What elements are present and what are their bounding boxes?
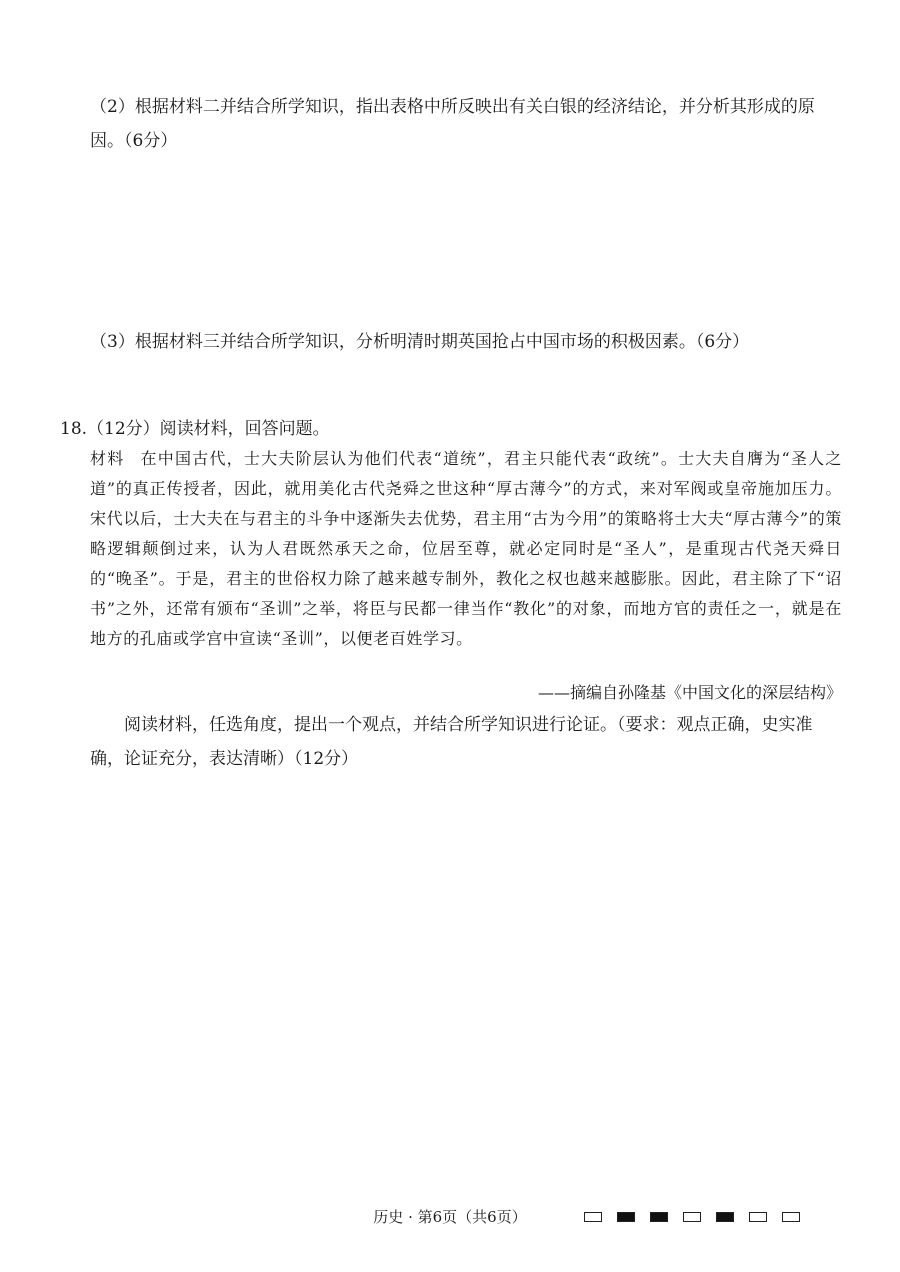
scan-mark <box>617 1212 635 1222</box>
material-label: 材料 <box>90 449 125 468</box>
question-2-prompt: （2）根据材料二并结合所学知识，指出表格中所反映出有关白银的经济结论，并分析其形成的原因。（6分） <box>90 97 815 151</box>
question-18-heading: 18.（12分）阅读材料，回答问题。 <box>60 419 330 439</box>
question-18-task: 阅读材料，任选角度，提出一个观点，并结合所学知识进行论证。（要求：观点正确，史实准确，论证充分，表达清晰）（12分） <box>90 715 813 769</box>
scan-marks <box>584 1212 800 1222</box>
scan-mark <box>782 1212 800 1222</box>
scan-mark <box>584 1212 602 1222</box>
question-18-material <box>90 444 842 654</box>
question-3-prompt: （3）根据材料三并结合所学知识，分析明清时期英国抢占中国市场的积极因素。（6分） <box>90 332 750 352</box>
material-source: ——摘编自孙隆基《中国文化的深层结构》 <box>537 683 842 702</box>
material-text: 在中国古代，士大夫阶层认为他们代表“道统”，君主只能代表“政统”。士大夫自膺为“圣人之道”的真正传授者，因此，就用美化古代尧舜之世这种“厚古薄今”的方式，来对军阀或皇帝施加压力。宋代以后，士大夫在与君主的斗争中逐渐失去优势，君主用“古为今用”的策略将士大夫“厚古薄今”的策略逻辑颠倒过来，认为人君既然承天之命，位居至尊，就必定同时是“圣人”，是重现古代尧天舜日的“晚圣”。于是，君主的世俗权力除了越来越专制外，教化之权也越来越膨胀。因此，君主除了下“诏书”之外，还常有颁布“圣训”之举，将臣与民都一律当作“教化”的对象，而地方官的责任之一，就是在地方的孔庙或学宫中宣读“圣训”，以便老百姓学习。 <box>90 449 843 648</box>
scan-mark <box>683 1212 701 1222</box>
scan-mark <box>650 1212 668 1222</box>
scan-mark <box>716 1212 734 1222</box>
scan-mark <box>749 1212 767 1222</box>
page-footer: 历史 · 第6页（共6页） <box>373 1208 527 1226</box>
